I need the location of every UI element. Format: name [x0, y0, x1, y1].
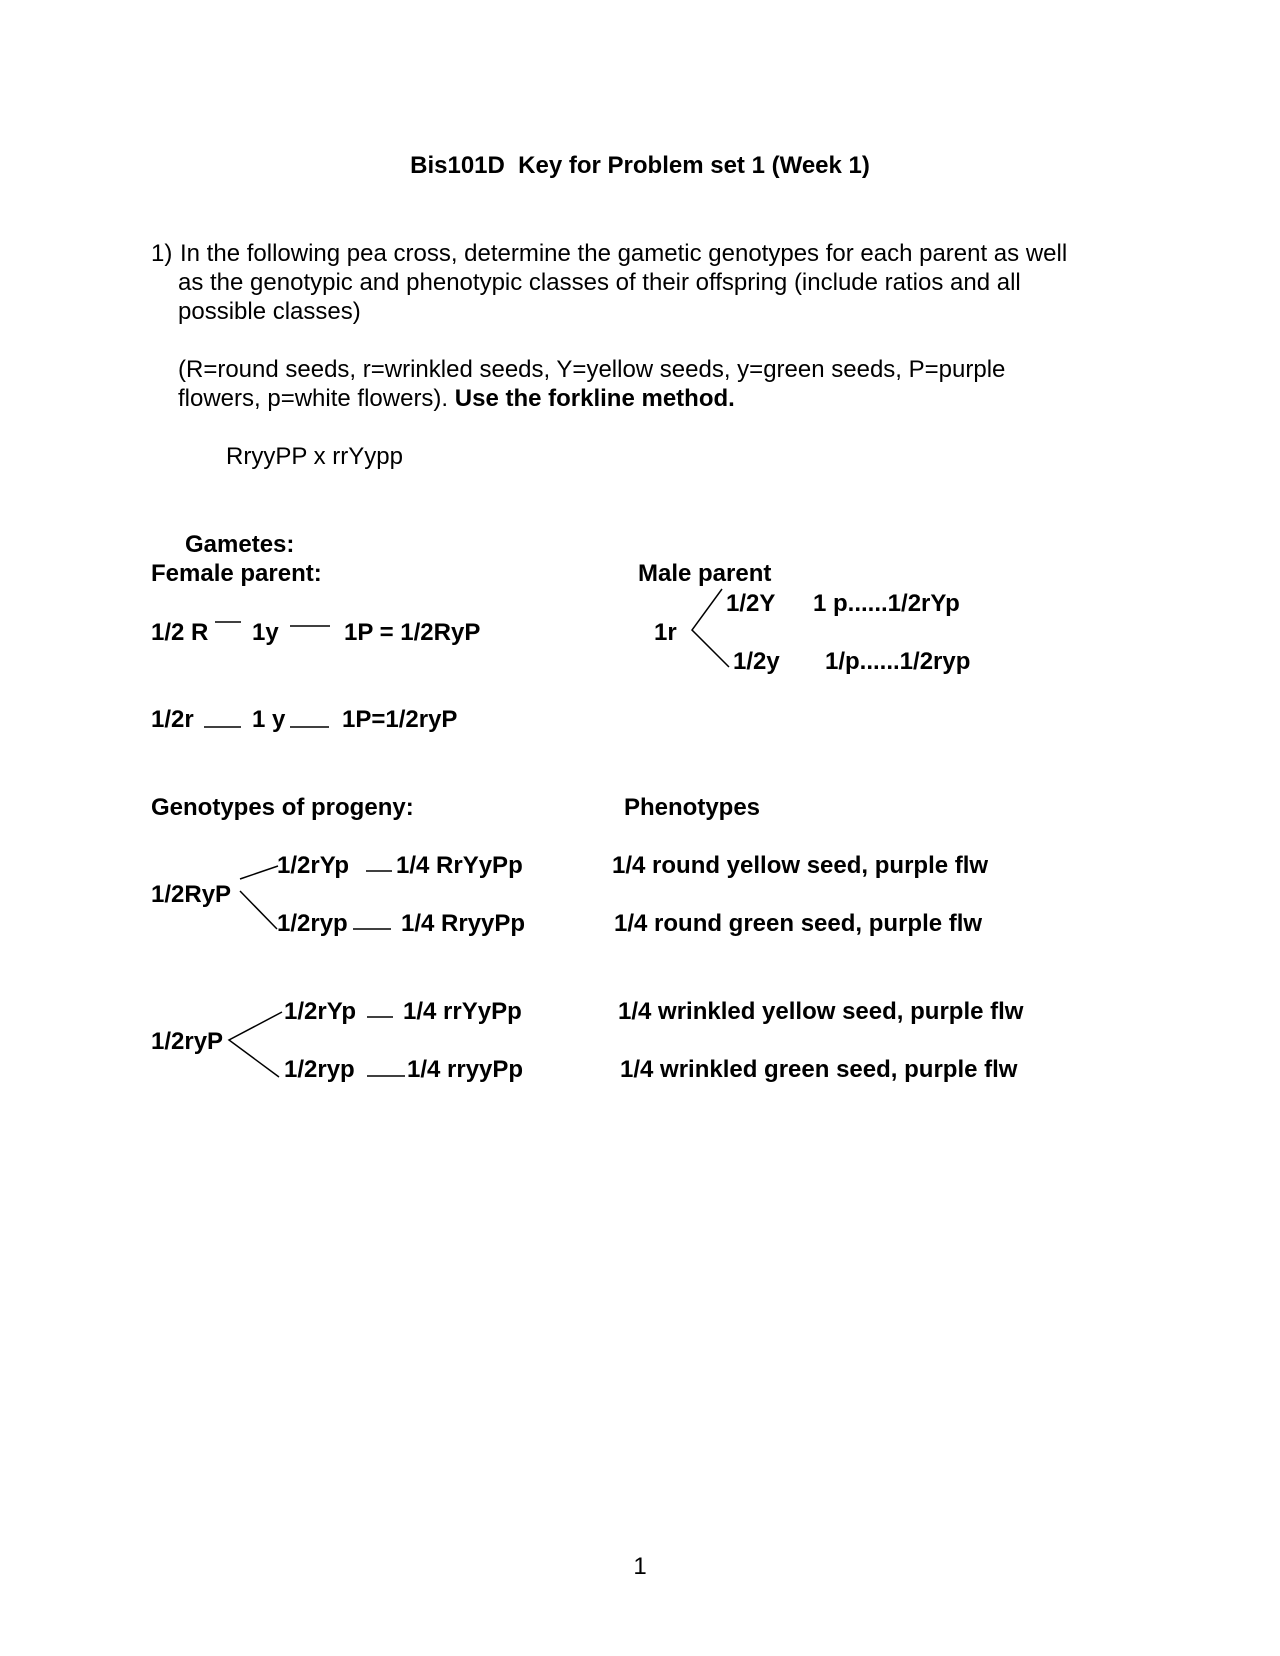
question-line-1: In the following pea cross, determine the gametic genotypes for each parent as well: [180, 240, 1068, 267]
progeny-group1-root: 1/2RyP: [151, 881, 232, 908]
male-branch2-gamete: 1/p......1/2ryp: [825, 648, 971, 675]
female-row2-allele-y: 1 y: [252, 706, 286, 733]
forkline-instruction: Use the forkline method.: [454, 385, 735, 412]
female-row2-gamete: 1P=1/2ryP: [342, 706, 458, 733]
progeny-group1-branch-up: [240, 866, 278, 879]
allele-legend-text: flowers, p=white flowers).: [178, 385, 455, 412]
progeny-group2-fork: [229, 1012, 282, 1077]
phenotypes-heading: Phenotypes: [624, 794, 761, 821]
male-root-allele: 1r: [654, 619, 677, 646]
progeny-group2-root: 1/2ryP: [151, 1028, 224, 1055]
progeny-group2-row2-phenotype: 1/4 wrinkled green seed, purple flw: [620, 1056, 1018, 1083]
male-branch1-allele: 1/2Y: [726, 590, 776, 617]
allele-legend-line-1: (R=round seeds, r=wrinkled seeds, Y=yellow seeds, y=green seeds, P=purple: [178, 356, 1006, 383]
female-row1-allele-r: 1/2 R: [151, 619, 209, 646]
question-line-2: as the genotypic and phenotypic classes of their offspring (include ratios and all: [178, 269, 1021, 296]
male-branch2-allele: 1/2y: [733, 648, 780, 675]
progeny-group1-row1-genotype: 1/4 RrYyPp: [396, 852, 523, 879]
female-row2-allele-r: 1/2r: [151, 706, 194, 733]
progeny-group2-row2-genotype: 1/4 rryyPp: [407, 1056, 524, 1083]
progeny-group1-row2-genotype: 1/4 RryyPp: [401, 910, 526, 937]
page-number: 1: [633, 1553, 647, 1580]
progeny-group1-row1-gamete: 1/2rYp: [277, 852, 350, 879]
progeny-group2-row1-phenotype: 1/4 wrinkled yellow seed, purple flw: [618, 998, 1024, 1025]
page-title: Bis101D Key for Problem set 1 (Week 1): [410, 152, 870, 179]
progeny-group2-row1-genotype: 1/4 rrYyPp: [403, 998, 522, 1025]
progeny-group2-row2-gamete: 1/2ryp: [284, 1056, 355, 1083]
female-row1-gamete: 1P = 1/2RyP: [344, 619, 481, 646]
progeny-group2-row1-gamete: 1/2rYp: [284, 998, 357, 1025]
female-parent-heading: Female parent:: [151, 560, 322, 587]
progeny-group1-row1-phenotype: 1/4 round yellow seed, purple flw: [612, 852, 989, 879]
question-line-3: possible classes): [178, 298, 361, 325]
question-number: 1): [151, 240, 173, 267]
progeny-group1-row2-gamete: 1/2ryp: [277, 910, 348, 937]
male-fork: [692, 589, 729, 667]
genotypes-heading: Genotypes of progeny:: [151, 794, 414, 821]
male-parent-heading: Male parent: [638, 560, 772, 587]
cross-notation: RryyPP x rrYypp: [226, 443, 403, 470]
male-branch1-gamete: 1 p......1/2rYp: [813, 590, 960, 617]
gametes-heading: Gametes:: [185, 531, 295, 558]
progeny-group1-row2-phenotype: 1/4 round green seed, purple flw: [614, 910, 983, 937]
progeny-group1-branch-down: [240, 891, 277, 929]
allele-legend-line-2: [178, 384, 735, 413]
female-row1-allele-y: 1y: [252, 619, 279, 646]
